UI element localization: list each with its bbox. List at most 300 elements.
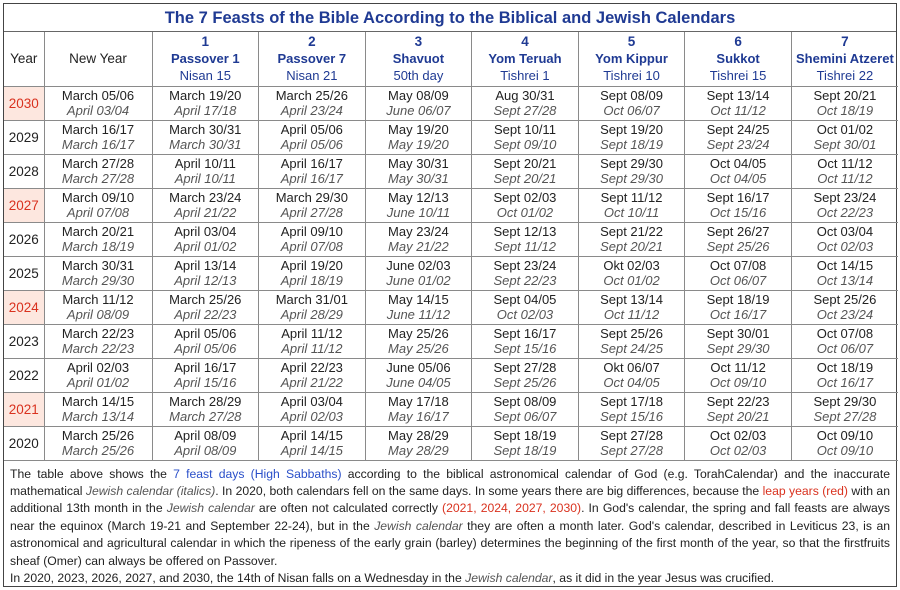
- header-feast-2: [259, 32, 366, 86]
- jewish-date: Oct 06/07: [603, 103, 660, 118]
- feast-date-cell: [152, 154, 259, 188]
- feast-date-cell: [685, 222, 792, 256]
- jewish-date: April 17/18: [174, 103, 237, 118]
- biblical-date: Sept 16/17: [493, 325, 557, 341]
- feast-date-cell: [365, 256, 472, 290]
- jewish-date: May 28/29: [388, 443, 449, 458]
- biblical-date: April 14/15: [280, 427, 343, 443]
- header-feast-num: 6: [734, 34, 742, 50]
- notes-paragraph-2: [10, 570, 890, 587]
- header-feast-4: [472, 32, 579, 86]
- feast-date-cell: [685, 392, 792, 426]
- jewish-date: Oct 11/12: [710, 103, 766, 118]
- jewish-date: May 21/22: [388, 239, 449, 254]
- feast-date-cell: [578, 154, 685, 188]
- biblical-date: April 22/23: [280, 359, 343, 375]
- jewish-date: March 22/23: [61, 341, 135, 356]
- jewish-date: April 01/02: [66, 375, 130, 390]
- jewish-date: March 25/26: [61, 443, 135, 458]
- biblical-date: Sept 12/13: [493, 223, 557, 239]
- notes-paragraph-1: [10, 466, 890, 570]
- biblical-date: March 30/31: [169, 121, 242, 137]
- feast-date-cell: [791, 358, 898, 392]
- jewish-date: Oct 23/24: [816, 307, 874, 322]
- biblical-date: April 05/06: [280, 121, 343, 137]
- jewish-date: June 11/12: [386, 307, 451, 322]
- header-feast-name: Yom Teruah: [488, 51, 562, 67]
- feast-date-cell: [259, 358, 366, 392]
- year-cell-leap: 2030: [4, 86, 44, 120]
- feast-date-cell: [472, 188, 579, 222]
- header-feast-num: 2: [308, 34, 316, 50]
- table-row: [4, 256, 898, 290]
- year-cell-leap: 2024: [4, 290, 44, 324]
- feast-date-cell: [685, 358, 792, 392]
- biblical-date: Sept 04/05: [493, 291, 557, 307]
- notes-leap-year-list: (2021, 2024, 2027, 2030): [442, 501, 582, 516]
- explanatory-notes: [4, 461, 896, 588]
- biblical-date: Oct 04/05: [709, 155, 767, 171]
- feast-date-cell: [578, 222, 685, 256]
- jewish-date: Oct 09/10: [816, 443, 874, 458]
- biblical-date: March 16/17: [61, 121, 135, 137]
- jewish-date: Sept 09/10: [493, 137, 557, 152]
- feast-date-cell: [365, 290, 472, 324]
- header-feast-hebrew: 50th day: [393, 68, 444, 84]
- jewish-date: May 19/20: [388, 137, 449, 152]
- jewish-date: April 05/06: [174, 341, 237, 356]
- jewish-date: Oct 01/02: [603, 273, 660, 288]
- biblical-date: Okt 06/07: [603, 359, 660, 375]
- feast-date-cell: [259, 290, 366, 324]
- year-cell: 2020: [4, 426, 44, 460]
- header-feast-num: 7: [841, 34, 849, 50]
- biblical-date: Sept 20/21: [493, 155, 557, 171]
- notes-text: In 2020, 2023, 2026, 2027, and 2030, the 14th of Nisan falls on a Wednesday in the: [10, 570, 466, 585]
- biblical-date: Sept 08/09: [493, 393, 557, 409]
- header-feast-5: [578, 32, 685, 86]
- feast-date-cell: [791, 120, 898, 154]
- jewish-date: Oct 09/10: [709, 375, 767, 390]
- table-row: [4, 324, 898, 358]
- jewish-date: April 03/04: [66, 103, 130, 118]
- biblical-date: Sept 22/23: [706, 393, 770, 409]
- jewish-date: Sept 24/25: [600, 341, 663, 356]
- header-feast-num: 3: [414, 34, 423, 50]
- biblical-date: May 12/13: [388, 189, 449, 205]
- table-row: [4, 188, 898, 222]
- biblical-date: March 14/15: [61, 393, 135, 409]
- feast-date-cell: [578, 426, 685, 460]
- jewish-date: May 30/31: [388, 171, 449, 186]
- biblical-date: Oct 01/02: [816, 121, 874, 137]
- jewish-date: Oct 16/17: [709, 307, 767, 322]
- biblical-date: April 11/12: [281, 325, 343, 341]
- jewish-date: April 28/29: [280, 307, 343, 322]
- header-feast-name: Passover 1: [170, 51, 240, 67]
- feast-date-cell: [259, 120, 366, 154]
- header-feast-name: Passover 7: [277, 51, 347, 67]
- notes-text: they are often a month later. God's calendar, described in Leviticus 23, is an astronomical and agricultural calendar in which the ripeness of the early grain (barley) determines the beginning of the first month of the year, so that the firstfruits sheaf (Omer) can always be offered on Passover.: [10, 518, 891, 568]
- jewish-date: Oct 16/17: [816, 375, 874, 390]
- feast-date-cell: [472, 222, 579, 256]
- biblical-date: June 02/03: [386, 257, 451, 273]
- biblical-date: March 11/12: [62, 291, 134, 307]
- biblical-date: Oct 14/15: [816, 257, 874, 273]
- header-feast-hebrew: Tishrei 10: [603, 68, 660, 84]
- header-feast-name: Yom Kippur: [595, 51, 668, 67]
- header-feast-hebrew: Tishrei 1: [500, 68, 550, 84]
- new-year-cell: [44, 358, 152, 392]
- notes-text: with an additional 13th month in the: [10, 483, 890, 516]
- biblical-date: Sept 27/28: [493, 359, 557, 375]
- jewish-date: Sept 29/30: [706, 341, 770, 356]
- header-feast-hebrew: Tishrei 15: [709, 68, 767, 84]
- feast-date-cell: [472, 358, 579, 392]
- feast-date-cell: [685, 426, 792, 460]
- biblical-date: Oct 18/19: [816, 359, 874, 375]
- new-year-cell: [44, 426, 152, 460]
- feast-date-cell: [791, 86, 898, 120]
- jewish-date: April 21/22: [280, 375, 343, 390]
- biblical-date: March 28/29: [169, 393, 242, 409]
- feast-date-cell: [578, 120, 685, 154]
- biblical-date: March 09/10: [61, 189, 135, 205]
- new-year-cell: [44, 188, 152, 222]
- feast-date-cell: [152, 120, 259, 154]
- feast-date-cell: [791, 392, 898, 426]
- biblical-date: Sept 26/27: [706, 223, 770, 239]
- header-feast-name: Shemini Atzeret: [796, 51, 894, 67]
- biblical-date: April 16/17: [174, 359, 237, 375]
- jewish-date: Sept 27/28: [600, 443, 663, 458]
- jewish-date: Oct 06/07: [816, 341, 874, 356]
- feast-date-cell: [472, 256, 579, 290]
- biblical-date: May 30/31: [388, 155, 449, 171]
- feast-date-cell: [791, 324, 898, 358]
- biblical-date: May 28/29: [388, 427, 449, 443]
- biblical-date: Oct 02/03: [709, 427, 767, 443]
- biblical-date: Okt 02/03: [603, 257, 660, 273]
- feasts-table-sheet: [3, 3, 897, 587]
- table-body: [4, 86, 898, 460]
- biblical-date: Sept 17/18: [600, 393, 663, 409]
- jewish-date: May 25/26: [388, 341, 449, 356]
- jewish-date: April 16/17: [280, 171, 343, 186]
- feast-date-cell: [259, 86, 366, 120]
- biblical-date: April 13/14: [174, 257, 237, 273]
- feast-date-cell: [365, 154, 472, 188]
- new-year-cell: [44, 256, 152, 290]
- feasts-table: [4, 32, 898, 461]
- biblical-date: April 03/04: [280, 393, 343, 409]
- biblical-date: March 05/06: [61, 87, 135, 103]
- biblical-date: Sept 25/26: [600, 325, 663, 341]
- biblical-date: March 25/26: [275, 87, 348, 103]
- biblical-date: March 31/01: [275, 291, 348, 307]
- jewish-date: Oct 04/05: [603, 375, 660, 390]
- biblical-date: March 30/31: [61, 257, 135, 273]
- biblical-date: Oct 03/04: [816, 223, 874, 239]
- biblical-date: March 20/21: [61, 223, 135, 239]
- jewish-date: Sept 27/28: [813, 409, 877, 424]
- header-feast-1: [152, 32, 259, 86]
- biblical-date: April 08/09: [174, 427, 237, 443]
- feast-date-cell: [578, 256, 685, 290]
- jewish-date: Oct 01/02: [496, 205, 554, 220]
- biblical-date: Sept 19/20: [600, 121, 663, 137]
- header-feast-num: 1: [201, 34, 210, 50]
- feast-date-cell: [365, 120, 472, 154]
- feast-date-cell: [152, 222, 259, 256]
- feast-date-cell: [578, 324, 685, 358]
- biblical-date: April 05/06: [174, 325, 237, 341]
- jewish-date: Oct 10/11: [603, 205, 660, 220]
- feast-date-cell: [685, 256, 792, 290]
- jewish-date: June 04/05: [386, 375, 451, 390]
- year-cell: 2022: [4, 358, 44, 392]
- biblical-date: Sept 18/19: [493, 427, 557, 443]
- year-cell: 2023: [4, 324, 44, 358]
- table-row: [4, 358, 898, 392]
- biblical-date: Aug 30/31: [495, 87, 555, 103]
- jewish-date: Sept 25/26: [493, 375, 557, 390]
- table-row: [4, 290, 898, 324]
- jewish-date: March 16/17: [61, 137, 135, 152]
- jewish-date: March 27/28: [61, 171, 135, 186]
- feast-date-cell: [152, 86, 259, 120]
- table-row: [4, 222, 898, 256]
- biblical-date: April 19/20: [280, 257, 343, 273]
- biblical-date: Oct 09/10: [816, 427, 874, 443]
- biblical-date: Sept 21/22: [600, 223, 663, 239]
- notes-highlight-feast-days: 7 feast days (High Sabbaths): [173, 466, 342, 481]
- header-feast-hebrew: Tishrei 22: [816, 68, 874, 84]
- feast-date-cell: [259, 154, 366, 188]
- notes-text: The table above shows the: [10, 466, 174, 481]
- new-year-cell: [44, 86, 152, 120]
- header-feast-num: 4: [521, 34, 529, 50]
- header-year: Year: [4, 32, 44, 86]
- biblical-date: Sept 29/30: [813, 393, 877, 409]
- jewish-date: April 08/09: [66, 307, 130, 322]
- feast-date-cell: [472, 290, 579, 324]
- jewish-date: Sept 30/01: [813, 137, 877, 152]
- jewish-date: Oct 02/03: [709, 443, 767, 458]
- notes-text: , as it did in the year Jesus was crucified.: [552, 570, 775, 585]
- year-cell: 2026: [4, 222, 44, 256]
- feast-date-cell: [685, 86, 792, 120]
- jewish-date: Oct 22/23: [816, 205, 874, 220]
- notes-text: are often not calculated correctly: [254, 501, 443, 516]
- jewish-date: Oct 06/07: [709, 273, 767, 288]
- jewish-date: April 21/22: [174, 205, 237, 220]
- jewish-date: April 07/08: [66, 205, 130, 220]
- jewish-date: March 30/31: [169, 137, 242, 152]
- feast-date-cell: [365, 188, 472, 222]
- table-row: [4, 426, 898, 460]
- biblical-date: May 19/20: [388, 121, 449, 137]
- feast-date-cell: [365, 222, 472, 256]
- header-feast-name: Sukkot: [716, 51, 760, 67]
- feast-date-cell: [578, 86, 685, 120]
- biblical-date: Sept 25/26: [813, 291, 877, 307]
- feast-date-cell: [152, 188, 259, 222]
- feast-date-cell: [685, 154, 792, 188]
- page-title: The 7 Feasts of the Bible According to the Biblical and Jewish Calendars: [4, 4, 896, 32]
- biblical-date: Oct 07/08: [816, 325, 874, 341]
- header-feast-6: [685, 32, 792, 86]
- jewish-date: Sept 23/24: [706, 137, 770, 152]
- jewish-date: April 23/24: [280, 103, 343, 118]
- year-cell: 2029: [4, 120, 44, 154]
- biblical-date: March 27/28: [61, 155, 135, 171]
- biblical-date: Sept 20/21: [813, 87, 877, 103]
- year-cell: 2028: [4, 154, 44, 188]
- feast-date-cell: [152, 256, 259, 290]
- biblical-date: May 08/09: [388, 87, 449, 103]
- feast-date-cell: [152, 290, 259, 324]
- biblical-date: Sept 13/14: [706, 87, 770, 103]
- feast-date-cell: [791, 256, 898, 290]
- biblical-date: March 23/24: [169, 189, 242, 205]
- jewish-date: June 06/07: [386, 103, 451, 118]
- feast-date-cell: [365, 426, 472, 460]
- jewish-date: April 05/06: [280, 137, 343, 152]
- feast-date-cell: [685, 324, 792, 358]
- table-header-row: [4, 32, 898, 86]
- feast-date-cell: [472, 120, 579, 154]
- jewish-date: April 01/02: [174, 239, 237, 254]
- jewish-date: June 10/11: [386, 205, 451, 220]
- feast-date-cell: [152, 426, 259, 460]
- biblical-date: March 29/30: [275, 189, 348, 205]
- biblical-date: Sept 10/11: [494, 121, 556, 137]
- biblical-date: Sept 02/03: [493, 189, 557, 205]
- feast-date-cell: [791, 154, 898, 188]
- biblical-date: April 10/11: [174, 155, 236, 171]
- jewish-date: Sept 15/16: [493, 341, 557, 356]
- header-new-year: New Year: [44, 32, 152, 86]
- jewish-date: April 22/23: [174, 307, 237, 322]
- jewish-date: April 10/11: [174, 171, 236, 186]
- year-cell-leap: 2027: [4, 188, 44, 222]
- jewish-date: Sept 20/21: [493, 171, 557, 186]
- new-year-cell: [44, 324, 152, 358]
- biblical-date: April 02/03: [66, 359, 130, 375]
- feast-date-cell: [578, 392, 685, 426]
- feast-date-cell: [578, 188, 685, 222]
- notes-leap-years-red: leap years (red): [762, 483, 848, 498]
- jewish-date: March 27/28: [169, 409, 242, 424]
- jewish-date: Sept 25/26: [706, 239, 770, 254]
- biblical-date: March 22/23: [61, 325, 135, 341]
- feast-date-cell: [791, 426, 898, 460]
- notes-text: . In 2020, both calendars fell on the same days. In some years there are big differences, because the: [215, 483, 763, 498]
- feast-date-cell: [259, 222, 366, 256]
- jewish-date: Sept 22/23: [493, 273, 557, 288]
- jewish-date: Sept 11/12: [494, 239, 556, 254]
- biblical-date: Sept 13/14: [600, 291, 663, 307]
- jewish-date: Oct 02/03: [816, 239, 874, 254]
- biblical-date: June 05/06: [386, 359, 451, 375]
- feast-date-cell: [259, 426, 366, 460]
- table-row: [4, 154, 898, 188]
- feast-date-cell: [578, 358, 685, 392]
- new-year-cell: [44, 120, 152, 154]
- jewish-date: April 14/15: [280, 443, 343, 458]
- jewish-date: Sept 18/19: [493, 443, 557, 458]
- header-feast-num: 5: [627, 34, 636, 50]
- jewish-date: Sept 20/21: [600, 239, 663, 254]
- feast-date-cell: [152, 358, 259, 392]
- jewish-date: March 13/14: [61, 409, 135, 424]
- biblical-date: Oct 11/12: [817, 155, 873, 171]
- feast-date-cell: [472, 154, 579, 188]
- jewish-date: Oct 04/05: [709, 171, 767, 186]
- new-year-cell: [44, 290, 152, 324]
- jewish-date: April 02/03: [280, 409, 343, 424]
- feast-date-cell: [365, 392, 472, 426]
- feast-date-cell: [685, 290, 792, 324]
- table-row: [4, 86, 898, 120]
- feast-date-cell: [472, 392, 579, 426]
- jewish-date: March 18/19: [61, 239, 135, 254]
- jewish-date: April 11/12: [281, 341, 343, 356]
- biblical-date: Oct 11/12: [710, 359, 766, 375]
- feast-date-cell: [152, 324, 259, 358]
- biblical-date: May 25/26: [388, 325, 449, 341]
- feast-date-cell: [365, 86, 472, 120]
- biblical-date: March 19/20: [169, 87, 242, 103]
- biblical-date: April 09/10: [280, 223, 343, 239]
- feast-date-cell: [472, 86, 579, 120]
- biblical-date: April 03/04: [174, 223, 237, 239]
- jewish-date: Sept 20/21: [706, 409, 770, 424]
- feast-date-cell: [791, 290, 898, 324]
- jewish-date: Oct 15/16: [709, 205, 767, 220]
- feast-date-cell: [472, 426, 579, 460]
- jewish-date: June 01/02: [386, 273, 451, 288]
- jewish-date: April 07/08: [280, 239, 343, 254]
- jewish-date: April 08/09: [174, 443, 237, 458]
- feast-date-cell: [152, 392, 259, 426]
- jewish-date: Sept 06/07: [493, 409, 557, 424]
- feast-date-cell: [791, 222, 898, 256]
- header-feast-hebrew: Nisan 21: [286, 68, 338, 84]
- notes-jewish-calendar: Jewish calendar: [166, 501, 255, 516]
- biblical-date: Sept 16/17: [706, 189, 770, 205]
- jewish-date: April 18/19: [280, 273, 343, 288]
- year-cell-leap: 2021: [4, 392, 44, 426]
- jewish-date: Sept 18/19: [600, 137, 663, 152]
- header-feast-name: Shavuot: [392, 51, 445, 67]
- header-feast-3: [365, 32, 472, 86]
- jewish-date: Sept 27/28: [493, 103, 557, 118]
- biblical-date: Sept 08/09: [600, 87, 663, 103]
- biblical-date: Sept 11/12: [600, 189, 663, 205]
- feast-date-cell: [259, 324, 366, 358]
- feast-date-cell: [685, 120, 792, 154]
- biblical-date: April 16/17: [280, 155, 343, 171]
- table-row: [4, 120, 898, 154]
- jewish-date: Sept 29/30: [600, 171, 663, 186]
- notes-jewish-calendar: Jewish calendar: [465, 570, 553, 585]
- jewish-date: Oct 13/14: [816, 273, 874, 288]
- biblical-date: Oct 07/08: [709, 257, 767, 273]
- new-year-cell: [44, 222, 152, 256]
- feast-date-cell: [472, 324, 579, 358]
